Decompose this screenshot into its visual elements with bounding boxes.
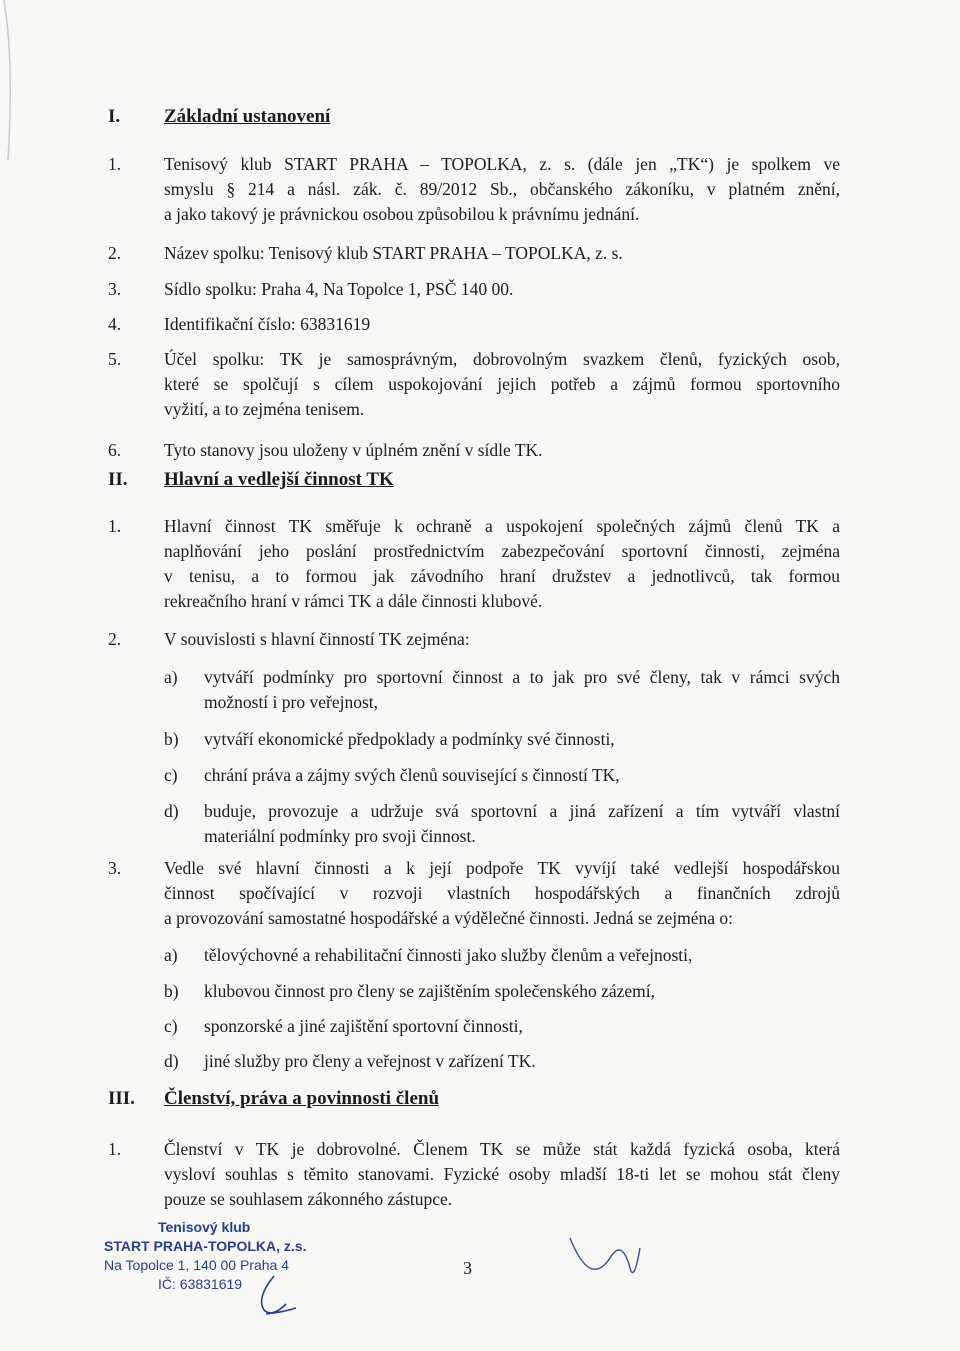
item-letter: d) (164, 801, 179, 821)
article-2-3 (108, 856, 840, 931)
text-line: smyslu § 214 a násl. zák. č. 89/2012 Sb., občanského zákoníku, v platném znění, (164, 179, 840, 199)
stamp-line-4: IČ: 63831619 (158, 1276, 243, 1292)
item-number: 1. (108, 154, 122, 174)
section-title: Hlavní a vedlejší činnost TK (164, 469, 394, 490)
page-number: 3 (463, 1258, 472, 1278)
text-line: tělovýchovné a rehabilitační činnosti jako služby členům a veřejnosti, (204, 945, 693, 965)
item-number: 1. (108, 1139, 122, 1159)
stamp-line-3: Na Topolce 1, 140 00 Praha 4 (104, 1257, 289, 1273)
text-line: Identifikační číslo: 63831619 (164, 314, 371, 334)
item-number: 3. (108, 279, 122, 299)
stamp-line-2: START PRAHA-TOPOLKA, z.s. (104, 1238, 307, 1254)
text-line: vytváří podmínky pro sportovní činnost a to jak pro své členy, tak v rámci svých (204, 667, 840, 687)
article-2-3-c (164, 1014, 840, 1039)
article-2-2-d (164, 799, 840, 849)
text-line: Tenisový klub START PRAHA – TOPOLKA, z. s. (dále jen „TK“) je spolkem ve (164, 154, 840, 174)
article-2-2-b (164, 727, 840, 752)
text-line: činnost spočívající v rozvoji vlastních hospodářských a finančních zdrojů (164, 883, 840, 903)
article-3-1 (108, 1137, 840, 1212)
text-line: sponzorské a jiné zajištění sportovní činnosti, (204, 1016, 523, 1036)
text-line: které se spolčují s cílem uspokojování jejich potřeb a zájmů formou sportovního (164, 374, 840, 394)
text-line: a provozování samostatné hospodářské a výdělečné činnosti. Jedná se zejména o: (164, 908, 734, 928)
section-title: Členství, práva a povinnosti členů (164, 1088, 440, 1109)
section-number: II. (108, 469, 128, 490)
section-number: I. (108, 106, 121, 127)
item-number: 4. (108, 314, 122, 334)
signature-mark (560, 1218, 650, 1298)
text-line: Hlavní činnost TK směřuje k ochraně a uspokojení společných zájmů členů TK a (164, 516, 840, 536)
text-line: naplňování jeho poslání prostřednictvím zabezpečování sportovní činnosti, zejména (164, 541, 840, 561)
article-1-4 (108, 312, 840, 337)
article-2-3-d (164, 1049, 840, 1074)
article-2-3-b (164, 979, 840, 1004)
text-line: Členství v TK je dobrovolné. Členem TK se může stát každá fyzická osoba, která (164, 1139, 840, 1159)
signature-initial (244, 1268, 314, 1328)
text-line: Vedle své hlavní činnosti a k její podpoře TK vyvíjí také vedlejší hospodářskou (164, 858, 840, 878)
text-line: V souvislosti s hlavní činností TK zejména: (164, 629, 470, 649)
text-line: v tenisu, a to formou jak závodního hraní družstev a jednotlivců, tak formou (164, 566, 840, 586)
item-number: 2. (108, 629, 122, 649)
item-letter: b) (164, 981, 179, 1001)
article-2-1 (108, 514, 840, 614)
article-2-3-a (164, 943, 840, 968)
item-number: 1. (108, 516, 122, 536)
text-line: vyžití, a to zejména tenisem. (164, 399, 365, 419)
article-1-1 (108, 152, 840, 227)
item-number: 3. (108, 858, 122, 878)
text-line: materiální podmínky pro svoji činnost. (204, 826, 476, 846)
text-line: vytváří ekonomické předpoklady a podmínky své činnosti, (204, 729, 615, 749)
article-2-2-a (164, 665, 840, 715)
item-number: 6. (108, 440, 122, 460)
text-line: a jako takový je právnickou osobou způsobilou k právnímu jednání. (164, 204, 640, 224)
text-line: Účel spolku: TK je samosprávným, dobrovolným svazkem členů, fyzických osob, (164, 349, 840, 369)
article-1-5 (108, 347, 840, 422)
item-letter: a) (164, 945, 178, 965)
text-line: Název spolku: Tenisový klub START PRAHA – TOPOLKA, z. s. (164, 243, 623, 263)
text-line: jiné služby pro členy a veřejnost v zařízení TK. (204, 1051, 536, 1071)
item-letter: c) (164, 1016, 178, 1036)
section-number: III. (108, 1088, 135, 1109)
article-1-2 (108, 241, 840, 266)
text-line: Sídlo spolku: Praha 4, Na Topolce 1, PSČ 140 00. (164, 279, 514, 299)
text-line: chrání práva a zájmy svých členů související s činností TK, (204, 765, 620, 785)
article-1-6 (108, 438, 840, 463)
text-line: klubovou činnost pro členy se zajištěním společenského zázemí, (204, 981, 655, 1001)
text-line: Tyto stanovy jsou uloženy v úplném znění v sídle TK. (164, 440, 543, 460)
item-letter: d) (164, 1051, 179, 1071)
text-line: rekreačního hraní v rámci TK a dále činnosti klubové. (164, 591, 543, 611)
item-letter: b) (164, 729, 179, 749)
stamp-line-1: Tenisový klub (158, 1219, 251, 1235)
article-1-3 (108, 277, 840, 302)
text-line: vysloví souhlas s těmito stanovami. Fyzické osoby mladší 18-ti let se mohou stát členy (164, 1164, 840, 1184)
text-line: pouze se souhlasem zákonného zástupce. (164, 1189, 453, 1209)
item-letter: c) (164, 765, 178, 785)
item-letter: a) (164, 667, 178, 687)
scan-edge-mark (0, 0, 40, 160)
article-2-2 (108, 627, 840, 652)
article-2-2-c (164, 763, 840, 788)
item-number: 5. (108, 349, 122, 369)
text-line: buduje, provozuje a udržuje svá sportovní a jiná zařízení a tím vytváří vlastní (204, 801, 840, 821)
text-line: možností i pro veřejnost, (204, 692, 379, 712)
section-title: Základní ustanovení (164, 106, 331, 127)
item-number: 2. (108, 243, 122, 263)
